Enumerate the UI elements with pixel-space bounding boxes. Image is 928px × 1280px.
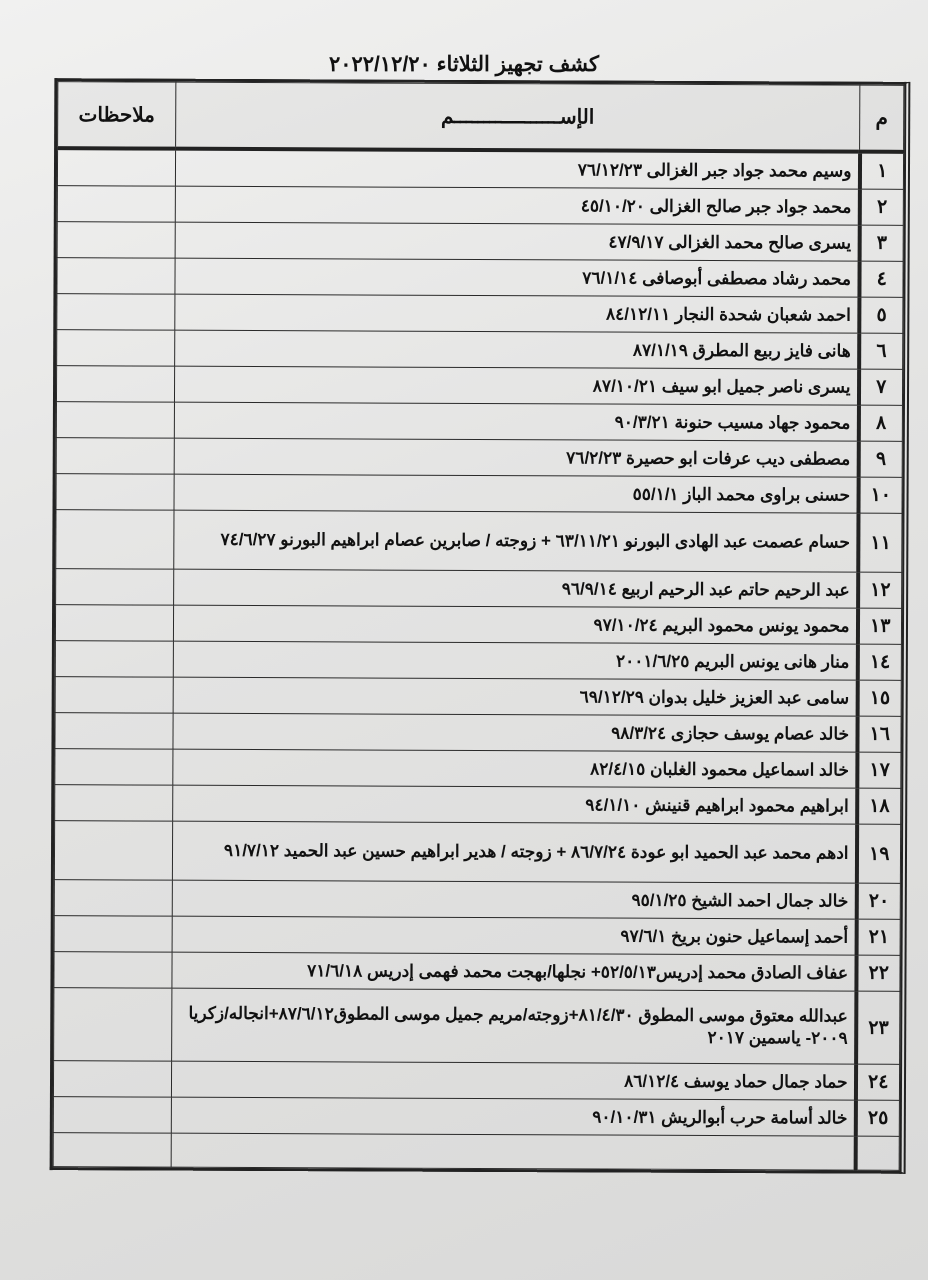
row-name: حسام عصمت عبد الهادى البورنو ٦٣/١١/٢١ + زوجته / صابرين عصام ابراهيم البورنو ٧٤/٦/٢٧ <box>174 510 858 572</box>
row-name: عفاف الصادق محمد إدريس٥٢/٥/١٣+ نجلها/بهجت محمد فهمى إدريس ٧١/٦/١٨ <box>172 952 856 991</box>
row-notes <box>57 222 175 259</box>
row-notes <box>57 148 175 186</box>
row-number: ٢٣ <box>856 991 900 1064</box>
row-number: ١٩ <box>856 824 900 883</box>
row-notes <box>57 186 175 223</box>
row-number: ١٨ <box>857 788 901 824</box>
row-number: ٢١ <box>856 919 900 955</box>
table-row <box>53 1061 899 1101</box>
row-notes <box>54 916 172 953</box>
row-notes <box>57 294 175 331</box>
row-notes <box>53 1061 171 1098</box>
row-notes <box>55 641 173 678</box>
row-name: خالد جمال احمد الشيخ ٩٥/١/٢٥ <box>172 880 856 919</box>
row-name: خالد أسامة حرب أبوالريش ٩٠/١٠/٣١ <box>171 1097 855 1136</box>
row-number: ٢٢ <box>856 955 900 991</box>
row-name: سامى عبد العزيز خليل بدوان ٦٩/١٢/٢٩ <box>173 677 857 716</box>
row-notes <box>54 821 172 881</box>
row-notes <box>54 952 172 989</box>
table-row <box>54 952 900 992</box>
empty-cell <box>855 1136 899 1170</box>
row-notes <box>55 713 173 750</box>
row-number: ٩ <box>858 441 902 477</box>
row-notes <box>55 677 173 714</box>
row-name: عبد الرحيم حاتم عبد الرحيم اربيع ٩٦/٩/١٤ <box>174 569 858 608</box>
row-number: ٥ <box>859 297 903 333</box>
table-row <box>57 294 903 334</box>
row-number: ١١ <box>858 513 902 572</box>
names-table <box>53 81 905 1171</box>
row-number: ٤ <box>859 261 903 297</box>
header-number: م <box>860 85 904 152</box>
row-name: احمد شعبان شحدة النجار ٨٤/١٢/١١ <box>175 294 859 333</box>
table-row <box>55 713 901 753</box>
table-row <box>56 438 902 478</box>
table-row <box>54 880 900 920</box>
row-number: ١٦ <box>857 716 901 752</box>
row-name: وسيم محمد جواد جبر الغزالى ٧٦/١٢/٢٣ <box>175 149 859 189</box>
row-notes <box>56 438 174 475</box>
empty-cell <box>171 1133 855 1170</box>
table-row <box>56 569 902 609</box>
table-row <box>56 510 902 573</box>
table-row <box>55 641 901 681</box>
names-table-container <box>50 78 911 1174</box>
row-name: حسنى براوى محمد الباز ٥٥/١/١ <box>174 474 858 513</box>
table-row <box>56 474 902 514</box>
row-notes <box>55 785 173 822</box>
row-notes <box>53 1097 171 1134</box>
row-number: ٦ <box>859 333 903 369</box>
table-row <box>57 330 903 370</box>
document-title: كشف تجهيز الثلاثاء ٢٠٢٢/١٢/٢٠ <box>328 53 600 76</box>
table-row <box>56 366 902 406</box>
row-number: ٣ <box>859 225 903 261</box>
row-name: خالد اسماعيل محمود الغلبان ٨٢/٤/١٥ <box>173 749 857 788</box>
row-number: ١٣ <box>857 608 901 644</box>
row-notes <box>54 988 172 1062</box>
table-row <box>56 402 902 442</box>
row-name: مصطفى ديب عرفات ابو حصيرة ٧٦/٢/٢٣ <box>174 438 858 477</box>
row-notes <box>56 366 174 403</box>
row-number: ١ <box>859 152 903 190</box>
table-row <box>54 916 900 956</box>
row-number: ١٥ <box>857 680 901 716</box>
row-name: هانى فايز ربيع المطرق ٨٧/١/١٩ <box>175 330 859 369</box>
table-row <box>55 677 901 717</box>
row-notes <box>56 510 174 570</box>
row-number: ٨ <box>858 405 902 441</box>
empty-cell <box>53 1133 171 1168</box>
row-number: ٢٥ <box>855 1100 899 1136</box>
row-number: ٢٤ <box>855 1064 899 1100</box>
row-number: ١٤ <box>857 644 901 680</box>
row-notes <box>56 474 174 511</box>
row-name: محمد جواد جبر صالح الغزالى ٤٥/١٠/٢٠ <box>175 186 859 225</box>
table-row <box>55 785 901 825</box>
row-name: يسرى صالح محمد الغزالى ٤٧/٩/١٧ <box>175 222 859 261</box>
row-notes <box>54 880 172 917</box>
table-header-row <box>58 82 904 152</box>
table-row <box>53 1097 899 1137</box>
table-row <box>57 222 903 262</box>
row-name: يسرى ناصر جميل ابو سيف ٨٧/١٠/٢١ <box>174 366 858 405</box>
row-number: ٧ <box>858 369 902 405</box>
table-row <box>57 186 903 226</box>
row-notes <box>55 605 173 642</box>
row-notes <box>56 569 174 606</box>
header-notes: ملاحظات <box>58 82 176 149</box>
row-number: ٢٠ <box>856 883 900 919</box>
row-name: ابراهيم محمود ابراهيم قنينش ٩٤/١/١٠ <box>173 785 857 824</box>
table-row <box>55 605 901 645</box>
table-row <box>57 258 903 298</box>
row-name: خالد عصام يوسف حجازى ٩٨/٣/٢٤ <box>173 713 857 752</box>
row-notes <box>57 330 175 367</box>
row-name: أحمد إسماعيل حنون بريخ ٩٧/٦/١ <box>172 916 856 955</box>
empty-row <box>53 1133 899 1171</box>
table-row <box>57 148 903 189</box>
row-number: ١٢ <box>858 572 902 608</box>
row-notes <box>57 258 175 295</box>
row-number: ١٠ <box>858 477 902 513</box>
row-name: محمود يونس محمود البريم ٩٧/١٠/٢٤ <box>173 605 857 644</box>
row-name: محمود جهاد مسيب حنونة ٩٠/٣/٢١ <box>174 402 858 441</box>
table-row <box>55 749 901 789</box>
row-name: حماد جمال حماد يوسف ٨٦/١٢/٤ <box>171 1061 855 1100</box>
row-name: منار هانى يونس البريم ٢٠٠١/٦/٢٥ <box>173 641 857 680</box>
header-name: الإســــــــــــــــــم <box>176 82 860 151</box>
table-row <box>54 821 900 884</box>
row-notes <box>56 402 174 439</box>
row-notes <box>55 749 173 786</box>
table-row <box>54 988 900 1065</box>
row-name: عبدالله معتوق موسى المطوق ٨١/٤/٣٠+زوجته/مريم جميل موسى المطوق٨٧/٦/١٢+انجاله/زكريا ٢٠٠٩- ياسمين ٢٠١٧ <box>172 988 856 1064</box>
row-number: ١٧ <box>857 752 901 788</box>
row-name: محمد رشاد مصطفى أبوصافى ٧٦/١/١٤ <box>175 258 859 297</box>
row-number: ٢ <box>859 189 903 225</box>
row-name: ادهم محمد عبد الحميد ابو عودة ٨٦/٧/٢٤ + زوجته / هدير ابراهيم حسين عبد الحميد ٩١/٧/١٢ <box>172 821 856 883</box>
